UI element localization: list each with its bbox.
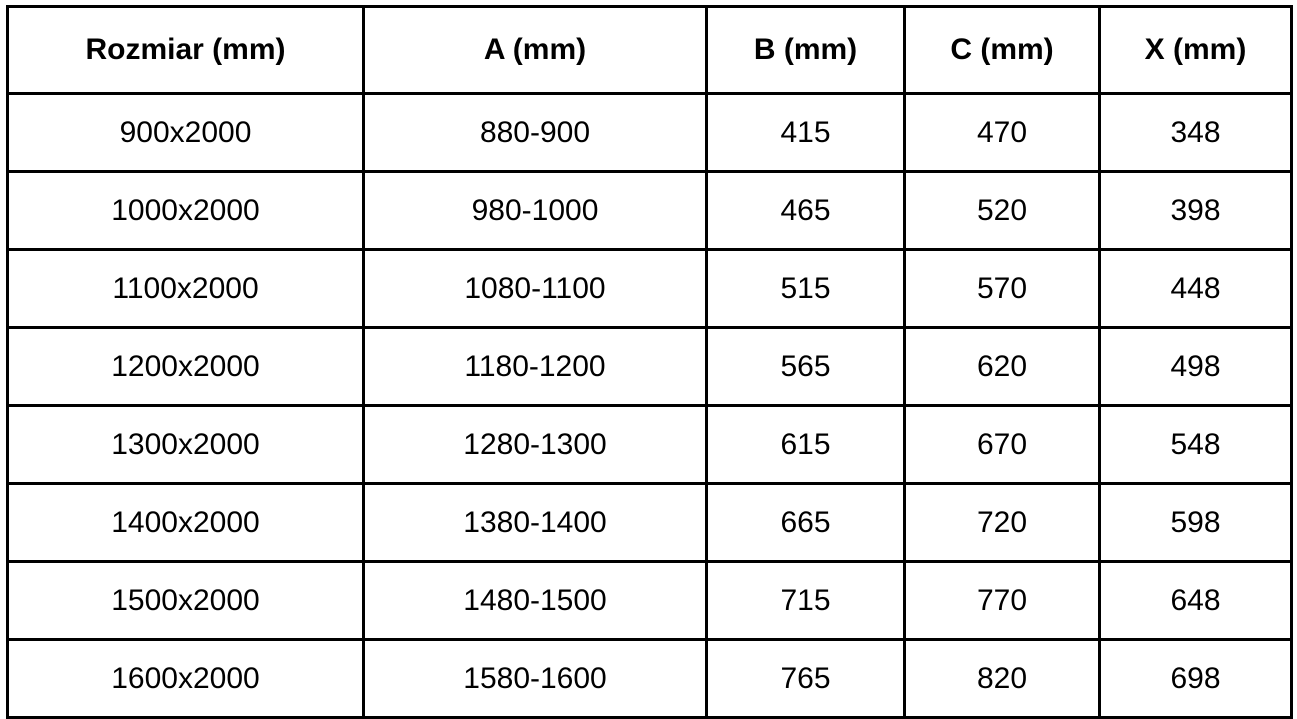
table-cell: 1380-1400 xyxy=(364,484,707,562)
table-cell: 980-1000 xyxy=(364,172,707,250)
size-dimensions-table xyxy=(6,5,1293,719)
table-cell: 498 xyxy=(1100,328,1292,406)
table-cell: 598 xyxy=(1100,484,1292,562)
table-cell: 1100x2000 xyxy=(8,250,364,328)
table-cell: 1480-1500 xyxy=(364,562,707,640)
table-cell: 548 xyxy=(1100,406,1292,484)
table-row xyxy=(8,172,1292,250)
table-cell: 880-900 xyxy=(364,94,707,172)
table-cell: 570 xyxy=(905,250,1100,328)
column-header-b: B (mm) xyxy=(707,7,905,94)
table-cell: 448 xyxy=(1100,250,1292,328)
column-header-c: C (mm) xyxy=(905,7,1100,94)
table-cell: 770 xyxy=(905,562,1100,640)
table-cell: 620 xyxy=(905,328,1100,406)
table-cell: 765 xyxy=(707,640,905,718)
table-cell: 515 xyxy=(707,250,905,328)
table-cell: 1280-1300 xyxy=(364,406,707,484)
table-cell: 465 xyxy=(707,172,905,250)
table-cell: 648 xyxy=(1100,562,1292,640)
table-cell: 1600x2000 xyxy=(8,640,364,718)
table-cell: 565 xyxy=(707,328,905,406)
table-cell: 900x2000 xyxy=(8,94,364,172)
table-cell: 1300x2000 xyxy=(8,406,364,484)
table-cell: 698 xyxy=(1100,640,1292,718)
table-cell: 398 xyxy=(1100,172,1292,250)
table-cell: 1500x2000 xyxy=(8,562,364,640)
table-cell: 470 xyxy=(905,94,1100,172)
table-row xyxy=(8,406,1292,484)
table-cell: 615 xyxy=(707,406,905,484)
table-row xyxy=(8,328,1292,406)
table-row xyxy=(8,640,1292,718)
column-header-rozmiar: Rozmiar (mm) xyxy=(8,7,364,94)
table-cell: 1400x2000 xyxy=(8,484,364,562)
table-cell: 820 xyxy=(905,640,1100,718)
table-cell: 1080-1100 xyxy=(364,250,707,328)
column-header-x: X (mm) xyxy=(1100,7,1292,94)
table-cell: 670 xyxy=(905,406,1100,484)
table-cell: 715 xyxy=(707,562,905,640)
table-cell: 520 xyxy=(905,172,1100,250)
table-row xyxy=(8,250,1292,328)
table-row xyxy=(8,562,1292,640)
table-row xyxy=(8,484,1292,562)
header-row xyxy=(8,7,1292,94)
table-cell: 1000x2000 xyxy=(8,172,364,250)
table-cell: 665 xyxy=(707,484,905,562)
table-cell: 1180-1200 xyxy=(364,328,707,406)
table-cell: 415 xyxy=(707,94,905,172)
table-cell: 1580-1600 xyxy=(364,640,707,718)
column-header-a: A (mm) xyxy=(364,7,707,94)
table-cell: 1200x2000 xyxy=(8,328,364,406)
table-cell: 720 xyxy=(905,484,1100,562)
table-row xyxy=(8,94,1292,172)
table-cell: 348 xyxy=(1100,94,1292,172)
